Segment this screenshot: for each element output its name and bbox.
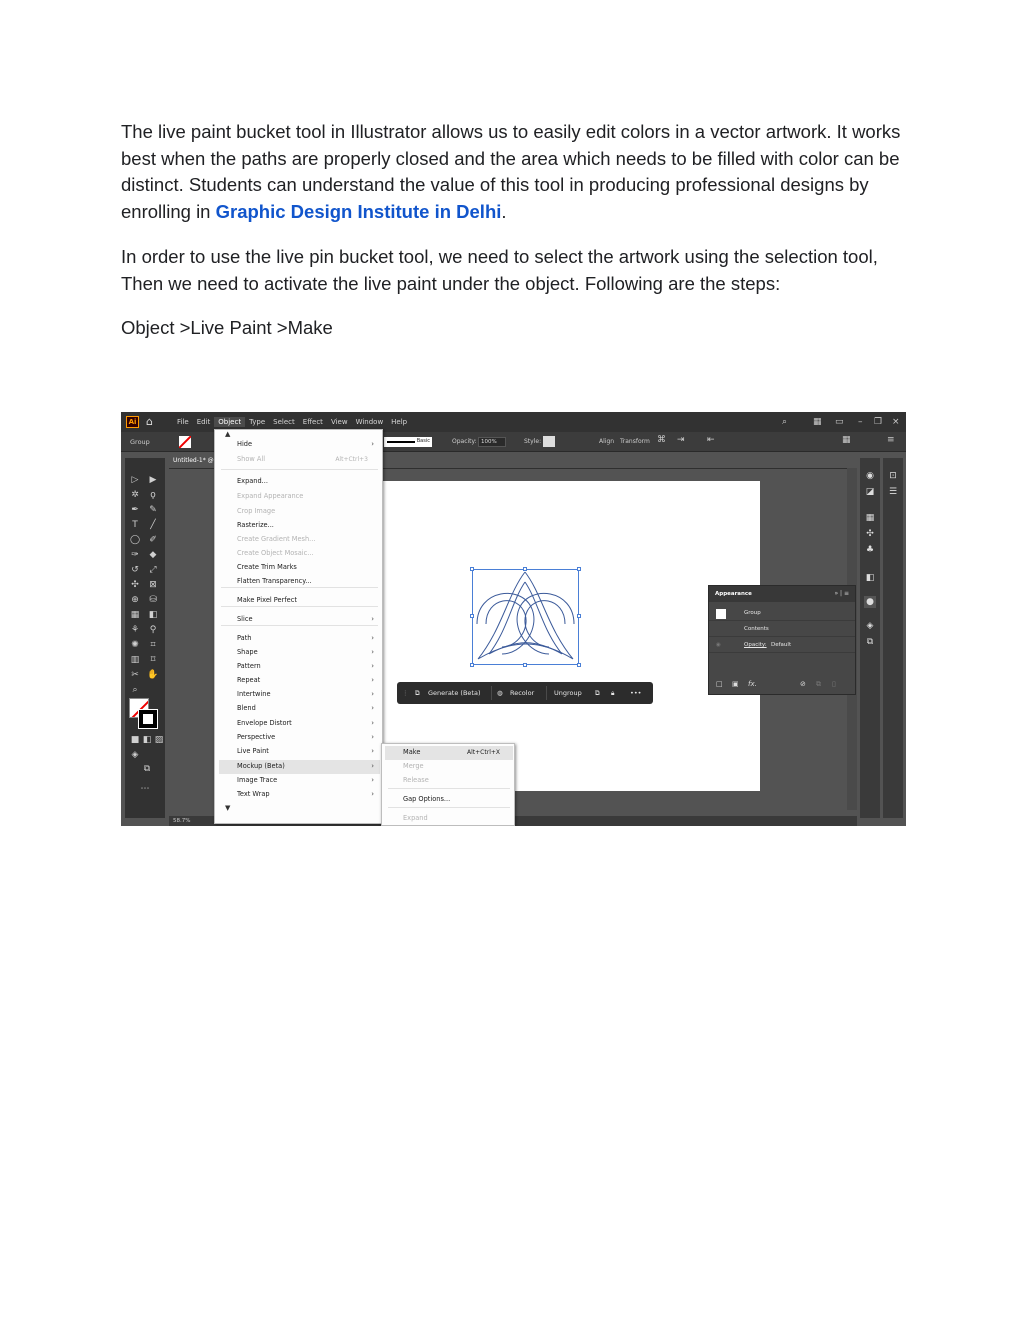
home-icon[interactable]: ⌂ bbox=[146, 415, 153, 428]
swatches-icon[interactable]: ▦ bbox=[865, 513, 875, 523]
menu-item: Crop Image bbox=[237, 507, 276, 515]
handle-bottom-right[interactable] bbox=[577, 663, 581, 667]
graphic-style-swatch[interactable] bbox=[543, 436, 555, 447]
submenu-item: Release bbox=[403, 776, 429, 784]
menu-item[interactable]: Slice bbox=[237, 615, 253, 623]
menu-item[interactable]: Image Trace bbox=[237, 776, 278, 784]
appearance-row-contents[interactable] bbox=[709, 622, 855, 637]
submenu-separator bbox=[388, 788, 510, 789]
menu-item: Expand Appearance bbox=[237, 492, 304, 500]
recolor-icon: ◍ bbox=[497, 689, 503, 697]
recolor-button[interactable]: Recolor bbox=[510, 689, 535, 697]
appearance-panel-header bbox=[709, 586, 855, 602]
selection-bounding-box[interactable] bbox=[472, 569, 579, 665]
chevron-right-icon: › bbox=[371, 690, 374, 698]
chevron-right-icon: › bbox=[371, 440, 374, 448]
menu-item[interactable]: Flatten Transparency... bbox=[237, 577, 312, 585]
appearance-row-opacity[interactable] bbox=[709, 638, 855, 653]
menu-separator bbox=[221, 469, 378, 470]
chevron-right-icon: › bbox=[371, 733, 374, 741]
object-menu bbox=[214, 429, 383, 824]
panel-dock-icons bbox=[860, 458, 880, 818]
menu-item[interactable]: Perspective bbox=[237, 733, 276, 741]
draw-mode-icon[interactable]: ◈ bbox=[131, 750, 139, 760]
control-menu-icon[interactable]: ≡ bbox=[887, 435, 895, 445]
menu-item[interactable]: Pattern bbox=[237, 662, 261, 670]
shape-builder-tool-icon[interactable]: ⊕ bbox=[131, 595, 139, 605]
delete-item-icon[interactable]: ▯ bbox=[832, 680, 836, 688]
illustrator-logo: Ai bbox=[126, 416, 139, 428]
menu-item[interactable]: Mockup (Beta) bbox=[237, 762, 285, 770]
stroke-profile-label: Basic bbox=[416, 438, 430, 444]
panel-options-icon[interactable]: ▦ bbox=[842, 435, 851, 445]
workspace-icon[interactable]: ▦ bbox=[813, 417, 822, 427]
panel-menu-icon[interactable]: » | ≡ bbox=[834, 590, 849, 597]
menu-scroll-down-icon[interactable]: ▼ bbox=[225, 804, 231, 812]
layers-icon[interactable]: ◈ bbox=[866, 621, 874, 631]
distribute-icon[interactable]: ⇥ bbox=[677, 435, 685, 445]
menu-item[interactable]: Repeat bbox=[237, 676, 261, 684]
hand-tool-icon[interactable]: ✋ bbox=[147, 670, 159, 680]
steps-path: Object >Live Paint >Make bbox=[121, 317, 333, 338]
tools-panel bbox=[125, 458, 165, 818]
menu-effect[interactable]: Effect bbox=[302, 418, 323, 426]
menu-item[interactable]: Create Trim Marks bbox=[237, 563, 297, 571]
isolate-icon[interactable]: ⌘ bbox=[657, 435, 666, 445]
appearance-row-group[interactable] bbox=[709, 606, 855, 621]
instruction-paragraph: In order to use the live pin bucket tool, we need to select the artwork using the selection tool, Then we need to activate the live paint under the object. Following are the steps: bbox=[121, 246, 878, 294]
generate-icon: ⧉ bbox=[415, 689, 420, 697]
more-tools-icon[interactable]: ⋯ bbox=[140, 784, 150, 794]
submenu-item: Expand bbox=[403, 814, 428, 822]
handle-bottom[interactable] bbox=[523, 663, 527, 667]
handle-left[interactable] bbox=[470, 614, 474, 618]
brushes-icon[interactable]: ✣ bbox=[866, 529, 874, 539]
graphic-design-institute-link[interactable]: Graphic Design Institute in Delhi bbox=[215, 200, 502, 222]
menu-window[interactable]: Window bbox=[355, 418, 384, 426]
more-options-icon[interactable]: ••• bbox=[630, 689, 642, 697]
symbol-sprayer-tool-icon[interactable]: ✺ bbox=[131, 640, 139, 650]
appearance-panel bbox=[708, 585, 856, 695]
opacity-label: Opacity: bbox=[452, 438, 477, 445]
pen-tool-icon[interactable]: ✒ bbox=[131, 505, 139, 515]
selection-tool-icon[interactable]: ▷ bbox=[131, 475, 139, 485]
appearance-group-label: Group bbox=[744, 610, 761, 616]
context-divider bbox=[491, 686, 492, 700]
appearance-contents-label: Contents bbox=[744, 626, 769, 632]
add-stroke-icon[interactable]: □ bbox=[716, 680, 723, 688]
eyedropper-tool-icon[interactable]: ⚲ bbox=[149, 625, 157, 635]
menu-item[interactable]: Blend bbox=[237, 704, 256, 712]
artboards-icon[interactable]: ⧉ bbox=[866, 637, 874, 647]
menu-item[interactable]: Envelope Distort bbox=[237, 719, 292, 727]
scissors-tool-icon[interactable]: ✂ bbox=[131, 670, 139, 680]
chevron-right-icon: › bbox=[371, 662, 374, 670]
drag-handle-icon[interactable]: ⋮ bbox=[402, 689, 409, 697]
gradient-tool-icon[interactable]: ◧ bbox=[148, 610, 158, 620]
submenu-shortcut: Alt+Ctrl+X bbox=[467, 749, 500, 756]
selection-type-label: Group bbox=[130, 438, 150, 446]
direct-selection-tool-icon[interactable]: ▶ bbox=[149, 475, 157, 485]
lasso-tool-icon[interactable]: ϙ bbox=[150, 490, 156, 500]
menu-separator bbox=[221, 606, 378, 607]
appearance-panel-title[interactable]: Appearance bbox=[715, 591, 752, 597]
adjust-icon[interactable]: ☰ bbox=[888, 487, 898, 497]
visibility-eye-icon[interactable]: ◉ bbox=[716, 642, 721, 648]
ungroup-button[interactable]: Ungroup bbox=[554, 689, 582, 697]
submenu-item[interactable]: Gap Options... bbox=[403, 795, 451, 803]
menu-item[interactable]: Expand... bbox=[237, 477, 268, 485]
color-guide-icon[interactable]: ◪ bbox=[865, 487, 875, 497]
add-fill-icon[interactable]: ▣ bbox=[732, 680, 739, 688]
submenu-separator bbox=[388, 807, 510, 808]
context-divider bbox=[546, 686, 547, 700]
transform-link[interactable]: Transform bbox=[620, 438, 650, 445]
add-effect-icon[interactable]: fx. bbox=[748, 680, 757, 688]
zoom-tool-icon[interactable]: ⌕ bbox=[132, 685, 138, 695]
intro-period: . bbox=[501, 200, 507, 222]
chevron-right-icon: › bbox=[371, 634, 374, 642]
menu-item[interactable]: Rasterize... bbox=[237, 521, 274, 529]
shaper-tool-icon[interactable]: ✑ bbox=[131, 550, 139, 560]
free-transform-tool-icon[interactable]: ⊠ bbox=[149, 580, 157, 590]
menu-shortcut: Alt+Ctrl+3 bbox=[335, 456, 368, 463]
ellipse-tool-icon[interactable]: ◯ bbox=[129, 535, 141, 545]
eraser-tool-icon[interactable]: ◆ bbox=[149, 550, 157, 560]
handle-bottom-left[interactable] bbox=[470, 663, 474, 667]
handle-top-left[interactable] bbox=[470, 567, 474, 571]
chevron-right-icon: › bbox=[371, 762, 374, 770]
generate-beta-button[interactable]: Generate (Beta) bbox=[428, 689, 481, 697]
paintbrush-tool-icon[interactable]: ✐ bbox=[149, 535, 157, 545]
chevron-right-icon: › bbox=[371, 747, 374, 755]
search-icon[interactable]: ⌕ bbox=[782, 417, 788, 427]
column-graph-tool-icon[interactable]: ▥ bbox=[130, 655, 140, 665]
appearance-opacity-link[interactable]: Opacity: bbox=[744, 642, 767, 648]
group-thumbnail bbox=[716, 609, 726, 619]
close-icon[interactable]: × bbox=[892, 417, 900, 427]
properties-icon[interactable]: ⊡ bbox=[889, 471, 897, 481]
menu-separator bbox=[221, 625, 378, 626]
line-tool-icon[interactable]: ╱ bbox=[150, 520, 156, 530]
handle-top[interactable] bbox=[523, 567, 527, 571]
chevron-right-icon: › bbox=[371, 776, 374, 784]
live-paint-submenu bbox=[381, 743, 515, 826]
menu-help[interactable]: Help bbox=[391, 418, 408, 426]
libraries-icon[interactable]: ◉ bbox=[866, 471, 874, 481]
style-label: Style: bbox=[524, 438, 542, 445]
handle-top-right[interactable] bbox=[577, 567, 581, 571]
scale-tool-icon[interactable]: ⤢ bbox=[149, 565, 157, 575]
arrange-objects-icon[interactable]: ⇤ bbox=[707, 435, 715, 445]
menu-list bbox=[173, 417, 411, 427]
chevron-right-icon: › bbox=[371, 719, 374, 727]
properties-dock bbox=[883, 458, 903, 818]
rotate-tool-icon[interactable]: ↺ bbox=[131, 565, 139, 575]
menu-item: Create Gradient Mesh... bbox=[237, 535, 316, 543]
chevron-right-icon: › bbox=[371, 790, 374, 798]
stroke-swatch[interactable] bbox=[139, 710, 157, 728]
menu-item[interactable]: Shape bbox=[237, 648, 258, 656]
menu-file[interactable]: File bbox=[177, 418, 189, 426]
chevron-right-icon: › bbox=[371, 615, 374, 623]
none-mode-icon[interactable]: ▨ bbox=[154, 735, 164, 745]
clear-appearance-icon[interactable]: ⊘ bbox=[800, 680, 806, 688]
fill-swatch[interactable] bbox=[179, 436, 191, 448]
gradient-mode-icon[interactable]: ◧ bbox=[142, 735, 152, 745]
align-link[interactable]: Align bbox=[599, 438, 615, 445]
contextual-task-bar bbox=[397, 682, 653, 704]
appearance-opacity-value: Default bbox=[771, 642, 792, 648]
menu-item: Create Object Mosaic... bbox=[237, 549, 314, 557]
screen-mode-icon[interactable]: ⧉ bbox=[143, 764, 151, 774]
color-mode-icon[interactable]: ■ bbox=[130, 735, 140, 745]
stroke-profile-select[interactable] bbox=[384, 437, 432, 447]
chevron-right-icon: › bbox=[371, 676, 374, 684]
document-tab[interactable]: Untitled-1* @ bbox=[169, 454, 214, 468]
slice-tool-icon[interactable]: ⌑ bbox=[150, 655, 156, 665]
transparency-icon[interactable]: ◧ bbox=[865, 573, 875, 583]
handle-right[interactable] bbox=[577, 614, 581, 618]
menu-item[interactable]: Intertwine bbox=[237, 690, 271, 698]
menu-scroll-up-icon[interactable]: ▲ bbox=[225, 430, 231, 438]
menu-view[interactable]: View bbox=[330, 418, 348, 426]
perspective-grid-tool-icon[interactable]: ▦ bbox=[130, 610, 140, 620]
puppet-warp-tool-icon[interactable]: ✣ bbox=[131, 580, 139, 590]
live-paint-bucket-tool-icon[interactable]: ⛁ bbox=[149, 595, 157, 605]
restore-icon[interactable]: ❐ bbox=[874, 417, 883, 427]
magic-wand-tool-icon[interactable]: ✲ bbox=[131, 490, 139, 500]
illustrator-screenshot bbox=[121, 412, 906, 826]
chevron-right-icon: › bbox=[371, 648, 374, 656]
menu-item[interactable]: Make Pixel Perfect bbox=[237, 596, 297, 604]
menu-item: Show All bbox=[237, 455, 266, 463]
menu-object[interactable]: Object bbox=[214, 417, 245, 427]
zoom-level[interactable]: 58.7% bbox=[173, 818, 191, 824]
submenu-item: Merge bbox=[403, 762, 424, 770]
menu-edit[interactable]: Edit bbox=[196, 418, 211, 426]
artboard-tool-icon[interactable]: ⌗ bbox=[150, 640, 156, 650]
arrange-icon[interactable]: ▭ bbox=[835, 417, 844, 427]
symbols-icon[interactable]: ♣ bbox=[865, 545, 875, 555]
curvature-tool-icon[interactable]: ✎ bbox=[149, 505, 157, 515]
arrange-icon[interactable]: ⧉ bbox=[595, 689, 600, 697]
menu-separator bbox=[221, 587, 378, 588]
intro-text: The live paint bucket tool in Illustrator allows us to easily edit colors in a vector artwork. It works best when the paths are properly closed and the area which needs to be filled with color can be distinct. Students can understand the value of this tool in producing professional designs by enrolling in bbox=[121, 121, 901, 222]
menu-type[interactable]: Type bbox=[249, 418, 266, 426]
minimize-icon[interactable]: – bbox=[858, 417, 863, 427]
menu-item[interactable]: Text Wrap bbox=[237, 790, 270, 798]
appearance-icon[interactable]: ● bbox=[864, 596, 876, 608]
menu-item[interactable]: Hide bbox=[237, 440, 253, 448]
type-tool-icon[interactable]: T bbox=[132, 520, 138, 530]
intro-paragraph bbox=[121, 119, 911, 225]
duplicate-item-icon[interactable]: ⧉ bbox=[816, 680, 821, 688]
menu-item[interactable]: Path bbox=[237, 634, 252, 642]
opacity-input[interactable]: 100% bbox=[478, 437, 506, 447]
chevron-right-icon: › bbox=[371, 704, 374, 712]
blend-tool-icon[interactable]: ⚘ bbox=[130, 625, 140, 635]
submenu-item[interactable]: Make bbox=[403, 748, 421, 756]
lock-icon[interactable]: 🔒︎ bbox=[611, 689, 615, 697]
menu-select[interactable]: Select bbox=[273, 418, 295, 426]
menu-item[interactable]: Live Paint bbox=[237, 747, 269, 755]
